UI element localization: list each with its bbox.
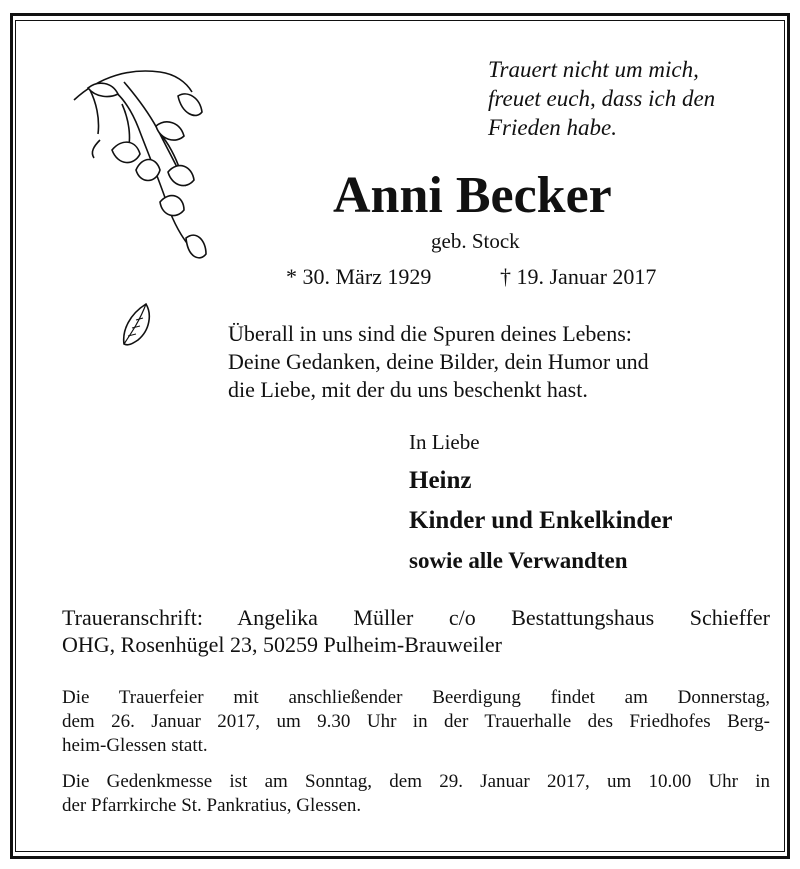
mourner-children: Kinder und Enkelkinder [409, 507, 673, 534]
memorial-mass-notice [62, 770, 770, 818]
funeral-line: Die Trauerfeier mit anschließender Beerdigung findet am Donnerstag, [62, 687, 770, 708]
death-date: † 19. Januar 2017 [500, 264, 657, 289]
birch-branch-icon [60, 62, 220, 272]
address-line: Traueranschrift: Angelika Müller c/o Bestattungshaus Schieffer [62, 605, 770, 630]
mass-line: Die Gedenkmesse ist am Sonntag, dem 29. Januar 2017, um 10.00 Uhr in [62, 771, 770, 792]
funeral-line: heim-Glessen statt. [62, 735, 208, 756]
mourners-intro: In Liebe [409, 430, 480, 454]
quote-line: Trauert nicht um mich, [488, 57, 699, 82]
falling-leaf-icon [118, 300, 158, 350]
deceased-name: Anni Becker [333, 167, 612, 224]
quote-line: freuet euch, dass ich den [488, 86, 716, 111]
funeral-line: dem 26. Januar 2017, um 9.30 Uhr in der Trauerhalle des Friedhofes Berg- [62, 711, 770, 732]
birth-date: * 30. März 1929 [286, 264, 432, 289]
mass-line: der Pfarrkirche St. Pankratius, Glessen. [62, 795, 362, 816]
funeral-notice [62, 686, 770, 758]
mourner-relatives: sowie alle Verwandten [409, 548, 628, 573]
poem-line: Deine Gedanken, deine Bilder, dein Humor und [228, 349, 649, 374]
poem-text [228, 320, 649, 404]
birth-name: geb. Stock [431, 229, 520, 253]
poem-line: die Liebe, mit der du uns beschenkt hast. [228, 377, 588, 402]
poem-line: Überall in uns sind die Spuren deines Lebens: [228, 321, 632, 346]
mourner-name: Heinz [409, 467, 472, 494]
quote-line: Frieden habe. [488, 115, 618, 140]
mourning-address [62, 604, 770, 658]
quote-text [488, 55, 715, 142]
address-line: OHG, Rosenhügel 23, 50259 Pulheim-Brauweiler [62, 632, 502, 657]
